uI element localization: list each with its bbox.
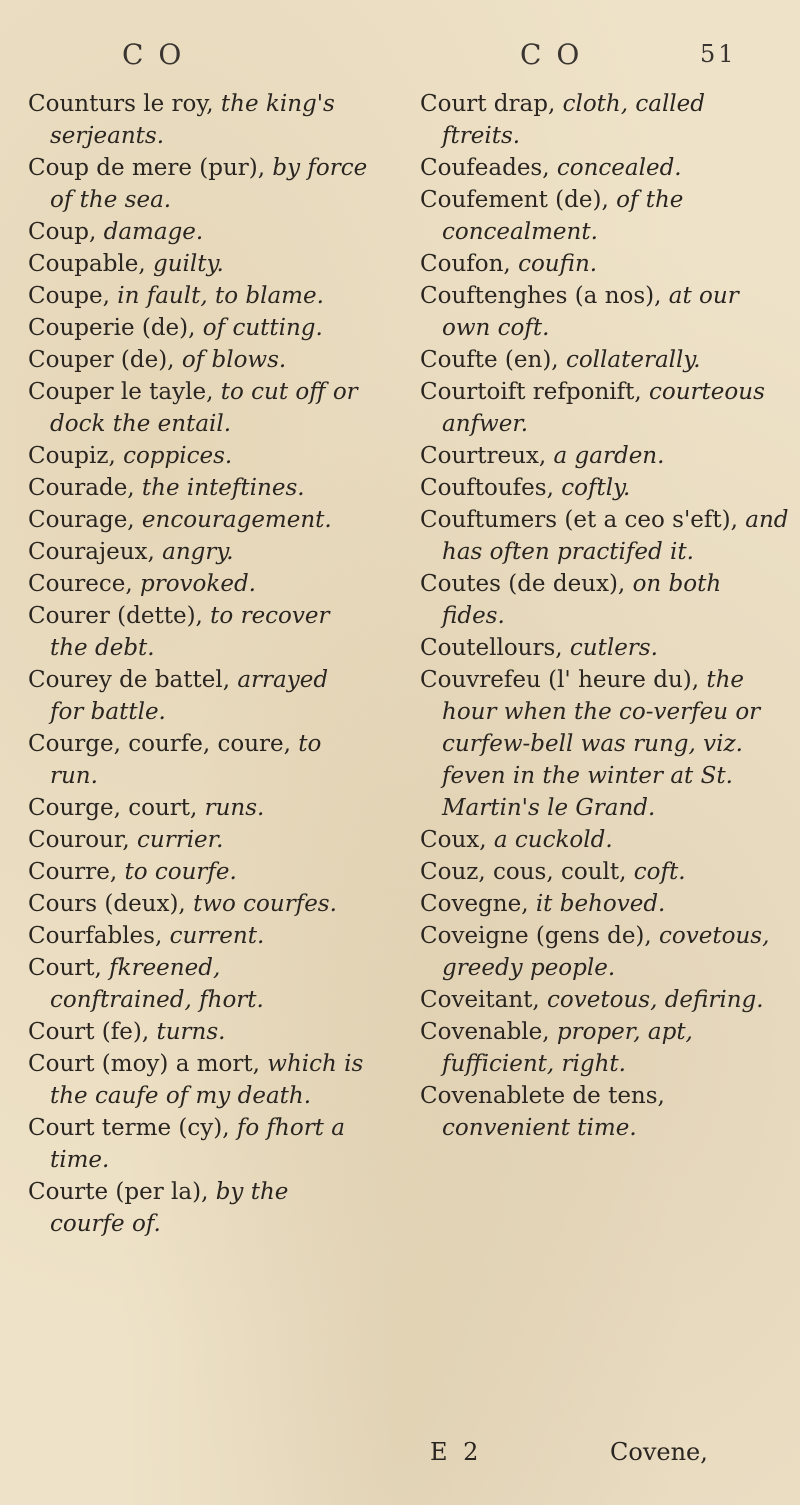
entry-definition: to cut off or dock the entail. [50, 379, 358, 437]
entry-headword: Coveigne (gens de), [420, 923, 660, 949]
dictionary-entry [420, 344, 790, 376]
entry-headword: Couftenghes (a nos), [420, 283, 669, 309]
entry-headword: Coufon, [420, 251, 519, 277]
dictionary-entry [28, 920, 368, 952]
entry-headword: Courge, court, [28, 795, 205, 821]
entry-headword: Covenable, [420, 1019, 557, 1045]
entry-definition: runs. [204, 795, 265, 821]
entry-headword: Courajeux, [28, 539, 163, 565]
dictionary-entry [28, 568, 368, 600]
dictionary-entry [28, 600, 368, 664]
entry-headword: Courre, [28, 859, 125, 885]
entry-definition: damage. [103, 219, 204, 245]
entry-definition: coppices. [123, 443, 233, 469]
dictionary-entry [28, 216, 368, 248]
entry-definition: to recover the debt. [50, 603, 330, 661]
entry-headword: Courece, [28, 571, 140, 597]
entry-definition: fkreened, conftrained, fhort. [50, 955, 264, 1013]
entry-definition: turns. [156, 1019, 226, 1045]
dictionary-entry [28, 280, 368, 312]
entry-definition: of blows. [181, 347, 287, 373]
running-head-right: C O [520, 38, 583, 71]
dictionary-entry [28, 344, 368, 376]
entry-headword: Coufte (en), [420, 347, 566, 373]
entry-headword: Coutes (de deux), [420, 571, 633, 597]
entry-headword: Cours (deux), [28, 891, 194, 917]
entry-definition: cloth, called ftreits. [442, 91, 705, 149]
dictionary-entry [28, 440, 368, 472]
entry-definition: provoked. [139, 571, 256, 597]
running-head-left: C O [122, 38, 185, 71]
entry-headword: Coupiz, [28, 443, 124, 469]
entry-headword: Coutellours, [420, 635, 570, 661]
entry-definition: courteous anfwer. [442, 379, 765, 437]
entry-headword: Coveitant, [420, 987, 548, 1013]
dictionary-entry [420, 376, 790, 440]
dictionary-entry [420, 1016, 790, 1080]
dictionary-entry [28, 856, 368, 888]
entry-definition: to courfe. [124, 859, 237, 885]
entry-headword: Couftumers (et a ceo s'eft), [420, 507, 746, 533]
entry-definition: proper, apt, fufficient, right. [442, 1019, 693, 1077]
entry-headword: Courtoift refponift, [420, 379, 650, 405]
entry-definition: a cuckold. [493, 827, 613, 853]
dictionary-entry [28, 728, 368, 792]
entry-headword: Courtreux, [420, 443, 554, 469]
dictionary-entry [28, 536, 368, 568]
entry-headword: Courade, [28, 475, 142, 501]
entry-definition: to run. [50, 731, 322, 789]
dictionary-entry [420, 472, 790, 504]
entry-headword: Court (fe), [28, 1019, 157, 1045]
dictionary-entry [420, 1080, 790, 1144]
dictionary-entry [420, 664, 790, 824]
dictionary-entry [28, 88, 368, 152]
dictionary-entry [28, 1112, 368, 1176]
page-number: 51 [700, 40, 737, 68]
right-column [420, 88, 790, 1144]
entry-definition: in fault, to blame. [117, 283, 324, 309]
dictionary-entry [28, 504, 368, 536]
entry-headword: Courfables, [28, 923, 170, 949]
dictionary-entry [28, 312, 368, 344]
entry-headword: Court, [28, 955, 110, 981]
entry-definition: by force of the sea. [50, 155, 368, 213]
dictionary-entry [420, 568, 790, 632]
entry-headword: Coupable, [28, 251, 154, 277]
dictionary-entry [420, 152, 790, 184]
dictionary-entry [28, 1016, 368, 1048]
dictionary-entry [420, 440, 790, 472]
entry-headword: Couper (de), [28, 347, 182, 373]
entry-definition: cutlers. [569, 635, 658, 661]
entry-definition: convenient time. [442, 1115, 637, 1141]
entry-definition: the hour when the co-verfeu or curfew-bell was rung, viz. feven in the winter at St. Martin's le Grand. [442, 667, 761, 821]
entry-headword: Court terme (cy), [28, 1115, 237, 1141]
entry-definition: angry. [162, 539, 234, 565]
dictionary-entry [420, 632, 790, 664]
dictionary-entry [420, 824, 790, 856]
entry-definition: a garden. [553, 443, 665, 469]
entry-headword: Couftoufes, [420, 475, 562, 501]
entry-headword: Coufement (de), [420, 187, 617, 213]
dictionary-entry [28, 824, 368, 856]
dictionary-entry [28, 1048, 368, 1112]
entry-definition: guilty. [153, 251, 224, 277]
entry-definition: coft. [633, 859, 686, 885]
dictionary-entry [28, 664, 368, 728]
entry-headword: Covenablete de tens, [420, 1083, 665, 1109]
dictionary-entry [28, 376, 368, 440]
entry-definition: two courfes. [193, 891, 337, 917]
dictionary-entry [28, 888, 368, 920]
entry-headword: Couvrefeu (l' heure du), [420, 667, 707, 693]
entry-headword: Coupe, [28, 283, 118, 309]
dictionary-entry [420, 184, 790, 248]
entry-headword: Courte (per la), [28, 1179, 216, 1205]
entry-definition: and has often practifed it. [442, 507, 789, 565]
entry-definition: which is the caufe of my death. [50, 1051, 364, 1109]
entry-definition: covetous, defiring. [547, 987, 764, 1013]
dictionary-entry [420, 984, 790, 1016]
dictionary-entry [420, 856, 790, 888]
entry-headword: Coufeades, [420, 155, 557, 181]
dictionary-entry [420, 920, 790, 984]
entry-headword: Coux, [420, 827, 494, 853]
entry-headword: Covegne, [420, 891, 536, 917]
entry-definition: at our own coft. [442, 283, 739, 341]
entry-headword: Court drap, [420, 91, 563, 117]
signature-mark: E 2 [430, 1438, 483, 1466]
entry-definition: by the courfe of. [50, 1179, 289, 1237]
dictionary-entry [28, 792, 368, 824]
entry-headword: Coup, [28, 219, 104, 245]
entry-definition: of the concealment. [442, 187, 684, 245]
entry-definition: the inteftines. [141, 475, 305, 501]
entry-headword: Courge, courfe, coure, [28, 731, 299, 757]
entry-definition: current. [169, 923, 265, 949]
entry-definition: fo fhort a time. [50, 1115, 345, 1173]
dictionary-entry [420, 280, 790, 344]
entry-definition: it behoved. [535, 891, 666, 917]
entry-headword: Courer (dette), [28, 603, 211, 629]
entry-headword: Couz, cous, coult, [420, 859, 634, 885]
entry-headword: Couperie (de), [28, 315, 203, 341]
dictionary-entry [420, 888, 790, 920]
catchword: Covene, [610, 1438, 708, 1466]
entry-headword: Court (moy) a mort, [28, 1051, 268, 1077]
entry-headword: Courey de battel, [28, 667, 238, 693]
dictionary-entry [420, 88, 790, 152]
entry-definition: concealed. [556, 155, 682, 181]
entry-definition: coufin. [518, 251, 598, 277]
entry-definition: covetous, greedy people. [442, 923, 770, 981]
dictionary-entry [28, 952, 368, 1016]
entry-definition: of cutting. [202, 315, 323, 341]
dictionary-entry [28, 1176, 368, 1240]
entry-headword: Coup de mere (pur), [28, 155, 273, 181]
entry-headword: Couper le tayle, [28, 379, 221, 405]
dictionary-entry [420, 504, 790, 568]
entry-definition: collaterally. [565, 347, 701, 373]
entry-headword: Courage, [28, 507, 142, 533]
entry-definition: coftly. [561, 475, 631, 501]
dictionary-entry [28, 248, 368, 280]
entry-definition: encouragement. [141, 507, 332, 533]
dictionary-entry [420, 248, 790, 280]
entry-headword: Courour, [28, 827, 138, 853]
entry-definition: arrayed for battle. [50, 667, 329, 725]
dictionary-entry [28, 152, 368, 216]
entry-definition: on both fides. [442, 571, 722, 629]
entry-headword: Counturs le roy, [28, 91, 221, 117]
entry-definition: the king's serjeants. [50, 91, 335, 149]
dictionary-entry [28, 472, 368, 504]
left-column [28, 88, 368, 1240]
entry-definition: currier. [137, 827, 224, 853]
